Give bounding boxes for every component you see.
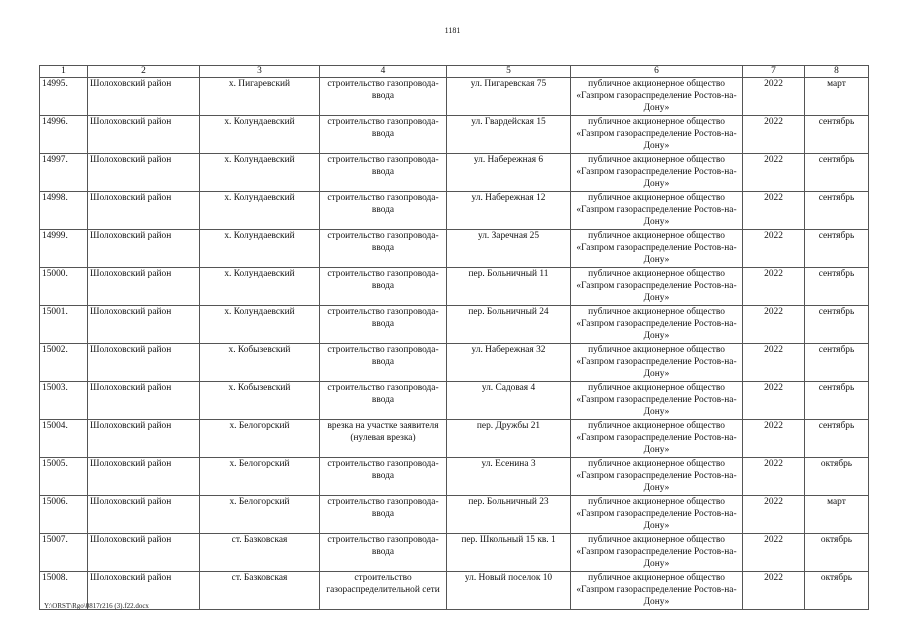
row-number: 15002. bbox=[40, 344, 88, 382]
row-number: 14995. bbox=[40, 78, 88, 116]
settlement-cell: х. Колундаевский bbox=[200, 192, 320, 230]
work-type-cell: строительство газопровода-ввода bbox=[320, 268, 447, 306]
page-number: 1181 bbox=[444, 26, 461, 35]
organization-cell: публичное акционерное общество «Газпром газораспределение Ростов-на-Дону» bbox=[571, 534, 743, 572]
table-row bbox=[40, 382, 869, 420]
year-cell: 2022 bbox=[743, 78, 805, 116]
table-row bbox=[40, 458, 869, 496]
work-type-cell: строительство газопровода-ввода bbox=[320, 230, 447, 268]
district-cell: Шолоховский район bbox=[88, 154, 200, 192]
table-row bbox=[40, 78, 869, 116]
column-header: 2 bbox=[88, 66, 200, 78]
month-cell: октябрь bbox=[805, 458, 869, 496]
settlement-cell: х. Колундаевский bbox=[200, 154, 320, 192]
table-row bbox=[40, 420, 869, 458]
row-number: 15001. bbox=[40, 306, 88, 344]
work-type-cell: врезка на участке заявителя (нулевая врезка) bbox=[320, 420, 447, 458]
year-cell: 2022 bbox=[743, 306, 805, 344]
year-cell: 2022 bbox=[743, 496, 805, 534]
district-cell: Шолоховский район bbox=[88, 382, 200, 420]
work-type-cell: строительство газопровода-ввода bbox=[320, 458, 447, 496]
settlement-cell: х. Колундаевский bbox=[200, 116, 320, 154]
settlement-cell: х. Кобызевский bbox=[200, 382, 320, 420]
table-row bbox=[40, 344, 869, 382]
organization-cell: публичное акционерное общество «Газпром газораспределение Ростов-на-Дону» bbox=[571, 230, 743, 268]
address-cell: пер. Школьный 15 кв. 1 bbox=[447, 534, 571, 572]
organization-cell: публичное акционерное общество «Газпром газораспределение Ростов-на-Дону» bbox=[571, 154, 743, 192]
address-cell: пер. Больничный 24 bbox=[447, 306, 571, 344]
year-cell: 2022 bbox=[743, 344, 805, 382]
organization-cell: публичное акционерное общество «Газпром газораспределение Ростов-на-Дону» bbox=[571, 420, 743, 458]
table-row bbox=[40, 534, 869, 572]
district-cell: Шолоховский район bbox=[88, 496, 200, 534]
address-cell: ул. Садовая 4 bbox=[447, 382, 571, 420]
table-row bbox=[40, 572, 869, 610]
work-type-cell: строительство газопровода-ввода bbox=[320, 192, 447, 230]
organization-cell: публичное акционерное общество «Газпром газораспределение Ростов-на-Дону» bbox=[571, 382, 743, 420]
column-header: 5 bbox=[447, 66, 571, 78]
work-type-cell: строительство газопровода-ввода bbox=[320, 306, 447, 344]
month-cell: сентябрь bbox=[805, 268, 869, 306]
settlement-cell: х. Белогорский bbox=[200, 458, 320, 496]
row-number: 14999. bbox=[40, 230, 88, 268]
table-row bbox=[40, 230, 869, 268]
work-type-cell: строительство газопровода-ввода bbox=[320, 116, 447, 154]
address-cell: ул. Есенина 3 bbox=[447, 458, 571, 496]
district-cell: Шолоховский район bbox=[88, 116, 200, 154]
address-cell: ул. Набережная 32 bbox=[447, 344, 571, 382]
district-cell: Шолоховский район bbox=[88, 230, 200, 268]
year-cell: 2022 bbox=[743, 192, 805, 230]
month-cell: сентябрь bbox=[805, 420, 869, 458]
file-path-footer: Y:\ORST\Rgo\0817r216 (3).f22.docx bbox=[44, 602, 149, 610]
year-cell: 2022 bbox=[743, 572, 805, 610]
table-row bbox=[40, 306, 869, 344]
month-cell: сентябрь bbox=[805, 344, 869, 382]
work-type-cell: строительство газопровода-ввода bbox=[320, 344, 447, 382]
work-type-cell: строительство газопровода-ввода bbox=[320, 534, 447, 572]
table-row bbox=[40, 154, 869, 192]
month-cell: сентябрь bbox=[805, 306, 869, 344]
district-cell: Шолоховский район bbox=[88, 420, 200, 458]
address-cell: пер. Дружбы 21 bbox=[447, 420, 571, 458]
district-cell: Шолоховский район bbox=[88, 572, 200, 610]
address-cell: ул. Новый поселок 10 bbox=[447, 572, 571, 610]
organization-cell: публичное акционерное общество «Газпром газораспределение Ростов-на-Дону» bbox=[571, 78, 743, 116]
year-cell: 2022 bbox=[743, 268, 805, 306]
district-cell: Шолоховский район bbox=[88, 78, 200, 116]
district-cell: Шолоховский район bbox=[88, 192, 200, 230]
column-header: 6 bbox=[571, 66, 743, 78]
year-cell: 2022 bbox=[743, 154, 805, 192]
address-cell: пер. Больничный 23 bbox=[447, 496, 571, 534]
district-cell: Шолоховский район bbox=[88, 306, 200, 344]
address-cell: ул. Пигаревская 75 bbox=[447, 78, 571, 116]
year-cell: 2022 bbox=[743, 420, 805, 458]
organization-cell: публичное акционерное общество «Газпром газораспределение Ростов-на-Дону» bbox=[571, 458, 743, 496]
column-header: 1 bbox=[40, 66, 88, 78]
organization-cell: публичное акционерное общество «Газпром газораспределение Ростов-на-Дону» bbox=[571, 306, 743, 344]
row-number: 15007. bbox=[40, 534, 88, 572]
address-cell: ул. Заречная 25 bbox=[447, 230, 571, 268]
row-number: 15006. bbox=[40, 496, 88, 534]
organization-cell: публичное акционерное общество «Газпром газораспределение Ростов-на-Дону» bbox=[571, 572, 743, 610]
organization-cell: публичное акционерное общество «Газпром газораспределение Ростов-на-Дону» bbox=[571, 496, 743, 534]
organization-cell: публичное акционерное общество «Газпром газораспределение Ростов-на-Дону» bbox=[571, 192, 743, 230]
settlement-cell: ст. Базковская bbox=[200, 534, 320, 572]
work-type-cell: строительство газопровода-ввода bbox=[320, 382, 447, 420]
column-number-row bbox=[40, 66, 869, 78]
month-cell: октябрь bbox=[805, 572, 869, 610]
district-cell: Шолоховский район bbox=[88, 268, 200, 306]
work-type-cell: строительство газораспределительной сети bbox=[320, 572, 447, 610]
organization-cell: публичное акционерное общество «Газпром газораспределение Ростов-на-Дону» bbox=[571, 268, 743, 306]
month-cell: сентябрь bbox=[805, 230, 869, 268]
settlement-cell: х. Белогорский bbox=[200, 496, 320, 534]
column-header: 8 bbox=[805, 66, 869, 78]
month-cell: октябрь bbox=[805, 534, 869, 572]
row-number: 15008. bbox=[40, 572, 88, 610]
settlement-cell: х. Колундаевский bbox=[200, 306, 320, 344]
organization-cell: публичное акционерное общество «Газпром газораспределение Ростов-на-Дону» bbox=[571, 116, 743, 154]
settlement-cell: х. Колундаевский bbox=[200, 230, 320, 268]
address-cell: пер. Больничный 11 bbox=[447, 268, 571, 306]
settlement-cell: ст. Базковская bbox=[200, 572, 320, 610]
month-cell: сентябрь bbox=[805, 154, 869, 192]
settlement-cell: х. Колундаевский bbox=[200, 268, 320, 306]
year-cell: 2022 bbox=[743, 458, 805, 496]
work-type-cell: строительство газопровода-ввода bbox=[320, 496, 447, 534]
column-header: 4 bbox=[320, 66, 447, 78]
year-cell: 2022 bbox=[743, 116, 805, 154]
district-cell: Шолоховский район bbox=[88, 458, 200, 496]
row-number: 14998. bbox=[40, 192, 88, 230]
work-type-cell: строительство газопровода-ввода bbox=[320, 78, 447, 116]
address-cell: ул. Гвардейская 15 bbox=[447, 116, 571, 154]
row-number: 15005. bbox=[40, 458, 88, 496]
district-cell: Шолоховский район bbox=[88, 344, 200, 382]
organization-cell: публичное акционерное общество «Газпром газораспределение Ростов-на-Дону» bbox=[571, 344, 743, 382]
district-cell: Шолоховский район bbox=[88, 534, 200, 572]
row-number: 14996. bbox=[40, 116, 88, 154]
row-number: 15004. bbox=[40, 420, 88, 458]
register-table bbox=[39, 65, 869, 610]
year-cell: 2022 bbox=[743, 534, 805, 572]
settlement-cell: х. Кобызевский bbox=[200, 344, 320, 382]
settlement-cell: х. Белогорский bbox=[200, 420, 320, 458]
table-row bbox=[40, 192, 869, 230]
address-cell: ул. Набережная 6 bbox=[447, 154, 571, 192]
work-type-cell: строительство газопровода-ввода bbox=[320, 154, 447, 192]
row-number: 14997. bbox=[40, 154, 88, 192]
month-cell: сентябрь bbox=[805, 116, 869, 154]
month-cell: март bbox=[805, 496, 869, 534]
settlement-cell: х. Пигаревский bbox=[200, 78, 320, 116]
table-row bbox=[40, 116, 869, 154]
month-cell: сентябрь bbox=[805, 192, 869, 230]
table-row bbox=[40, 496, 869, 534]
column-header: 3 bbox=[200, 66, 320, 78]
month-cell: март bbox=[805, 78, 869, 116]
year-cell: 2022 bbox=[743, 230, 805, 268]
table-row bbox=[40, 268, 869, 306]
row-number: 15003. bbox=[40, 382, 88, 420]
address-cell: ул. Набережная 12 bbox=[447, 192, 571, 230]
year-cell: 2022 bbox=[743, 382, 805, 420]
column-header: 7 bbox=[743, 66, 805, 78]
month-cell: сентябрь bbox=[805, 382, 869, 420]
row-number: 15000. bbox=[40, 268, 88, 306]
